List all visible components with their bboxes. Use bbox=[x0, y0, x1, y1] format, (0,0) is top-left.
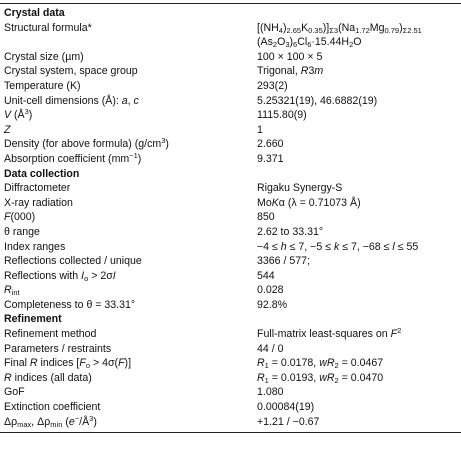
section-heading: Crystal data bbox=[4, 7, 65, 19]
row-value: 3366 / 577; bbox=[257, 255, 311, 268]
row-value: 5.25321(19), 46.6882(19) bbox=[257, 94, 378, 107]
table-row-final-r bbox=[0, 356, 461, 371]
table-row-theta bbox=[0, 225, 461, 240]
table-row-method bbox=[0, 327, 461, 342]
row-label: V $(Å^3)$ bbox=[4, 107, 33, 122]
table-row-extinction bbox=[0, 400, 461, 415]
row-label: Density (for above formula) $(g/cm^3)$ bbox=[4, 136, 169, 151]
table-row-reflections bbox=[0, 254, 461, 269]
row-label: Completeness to θ = 33.31° bbox=[4, 298, 136, 311]
row-value: 1.080 bbox=[257, 386, 284, 399]
table-row-formula bbox=[0, 21, 461, 50]
table-row-params bbox=[0, 342, 461, 357]
row-value: $R_1 = 0.0178$, $wR_2 = 0.0467$ bbox=[257, 357, 384, 371]
row-value: 0.00084(19) bbox=[257, 401, 315, 414]
row-value: 9.371 bbox=[257, 152, 284, 165]
table-row-cell bbox=[0, 94, 461, 109]
row-label: Extinction coefficient bbox=[4, 401, 101, 414]
table-row-delta-rho bbox=[0, 415, 461, 430]
table-row-absorption bbox=[0, 152, 461, 167]
row-value: Trigonal, R3m bbox=[257, 65, 324, 78]
section-heading: Data collection bbox=[4, 167, 80, 180]
table-row-temperature bbox=[0, 79, 461, 94]
row-value: 544 bbox=[257, 269, 275, 282]
row-label: F(000) bbox=[4, 211, 36, 224]
row-value: 850 bbox=[257, 211, 275, 224]
table-row-observed bbox=[0, 269, 461, 284]
table-row-system bbox=[0, 64, 461, 79]
section-refinement bbox=[0, 312, 461, 327]
row-value: Rigaku Synergy-S bbox=[257, 182, 343, 195]
row-value: 2.62 to 33.31° bbox=[257, 225, 324, 238]
section-heading: Refinement bbox=[4, 313, 62, 326]
table-row-index bbox=[0, 240, 461, 255]
row-label: Z bbox=[4, 123, 11, 136]
table-row-size bbox=[0, 50, 461, 65]
row-value: 2.660 bbox=[257, 138, 284, 151]
row-label: Refinement method bbox=[4, 328, 97, 341]
row-value: 293(2) bbox=[257, 79, 288, 92]
row-value: 44 / 0 bbox=[257, 342, 284, 355]
row-value: +1.21 / −0.67 bbox=[257, 415, 320, 428]
table-row-z bbox=[0, 123, 461, 138]
table-row-density bbox=[0, 137, 461, 152]
table-row-volume bbox=[0, 108, 461, 123]
row-label: Absorption coefficient $(mm^{-1})$ bbox=[4, 150, 142, 165]
row-label: Crystal system, space group bbox=[4, 65, 138, 78]
row-label: Crystal size (µm) bbox=[4, 50, 84, 63]
row-label: Index ranges bbox=[4, 240, 66, 253]
row-value: MoKα (λ = 0.71073 Å) bbox=[257, 196, 361, 209]
row-value bbox=[257, 21, 461, 50]
table-row-diffractometer bbox=[0, 181, 461, 196]
table-row-all-r bbox=[0, 371, 461, 386]
section-data-collection bbox=[0, 167, 461, 182]
row-value: −4 ≤ h ≤ 7, −5 ≤ k ≤ 7, −68 ≤ l ≤ 55 bbox=[257, 240, 419, 253]
row-label: θ range bbox=[4, 225, 40, 238]
row-label: Reflections with $I_o > 2\sigma I$ bbox=[4, 269, 116, 283]
row-label: X-ray radiation bbox=[4, 196, 73, 209]
table-row-rint bbox=[0, 283, 461, 298]
row-value: Full-matrix least-squares on $F^2$ bbox=[257, 326, 402, 341]
row-label: R indices (all data) bbox=[4, 371, 92, 384]
row-value: 1 bbox=[257, 123, 263, 136]
row-label: Final R indices $[F_o > 4\sigma(F)]$ bbox=[4, 357, 132, 371]
row-label: Reflections collected / unique bbox=[4, 255, 142, 268]
table-bottom-rule bbox=[0, 432, 461, 433]
row-label: $R_{int}$ bbox=[4, 284, 20, 298]
table-row-gof bbox=[0, 385, 461, 400]
row-label: $\Delta\rho_{max}$, $\Delta\rho_{min}$ $(e^-/Å^3)$ bbox=[4, 413, 97, 429]
row-label: Diffractometer bbox=[4, 182, 71, 195]
row-label: Temperature (K) bbox=[4, 79, 81, 92]
formula-value: $[(NH_4)_{2.65}K_{0.35})]_{\Sigma 3}(Na_{1.72}Mg_{0.79})_{\Sigma 2.51}$ $(As_2O_3)_6Cl_6\cdot 15.44H_2O$ bbox=[257, 21, 422, 50]
row-value: 100 × 100 × 5 bbox=[257, 50, 323, 63]
row-label: Parameters / restraints bbox=[4, 342, 112, 355]
row-value: 1115.80(9) bbox=[257, 109, 307, 122]
row-label: Structural formula* bbox=[4, 21, 92, 34]
table-row-completeness bbox=[0, 298, 461, 313]
row-label: Unit-cell dimensions (Å): a, c bbox=[4, 94, 139, 107]
section-crystal-data bbox=[0, 6, 461, 21]
row-value: $R_1 = 0.0193$, $wR_2 = 0.0470$ bbox=[257, 371, 384, 385]
row-label: GoF bbox=[4, 386, 25, 399]
row-value: 0.028 bbox=[257, 284, 284, 297]
row-value: 92.8% bbox=[257, 298, 288, 311]
table-row-radiation bbox=[0, 196, 461, 211]
table-row-f000 bbox=[0, 210, 461, 225]
